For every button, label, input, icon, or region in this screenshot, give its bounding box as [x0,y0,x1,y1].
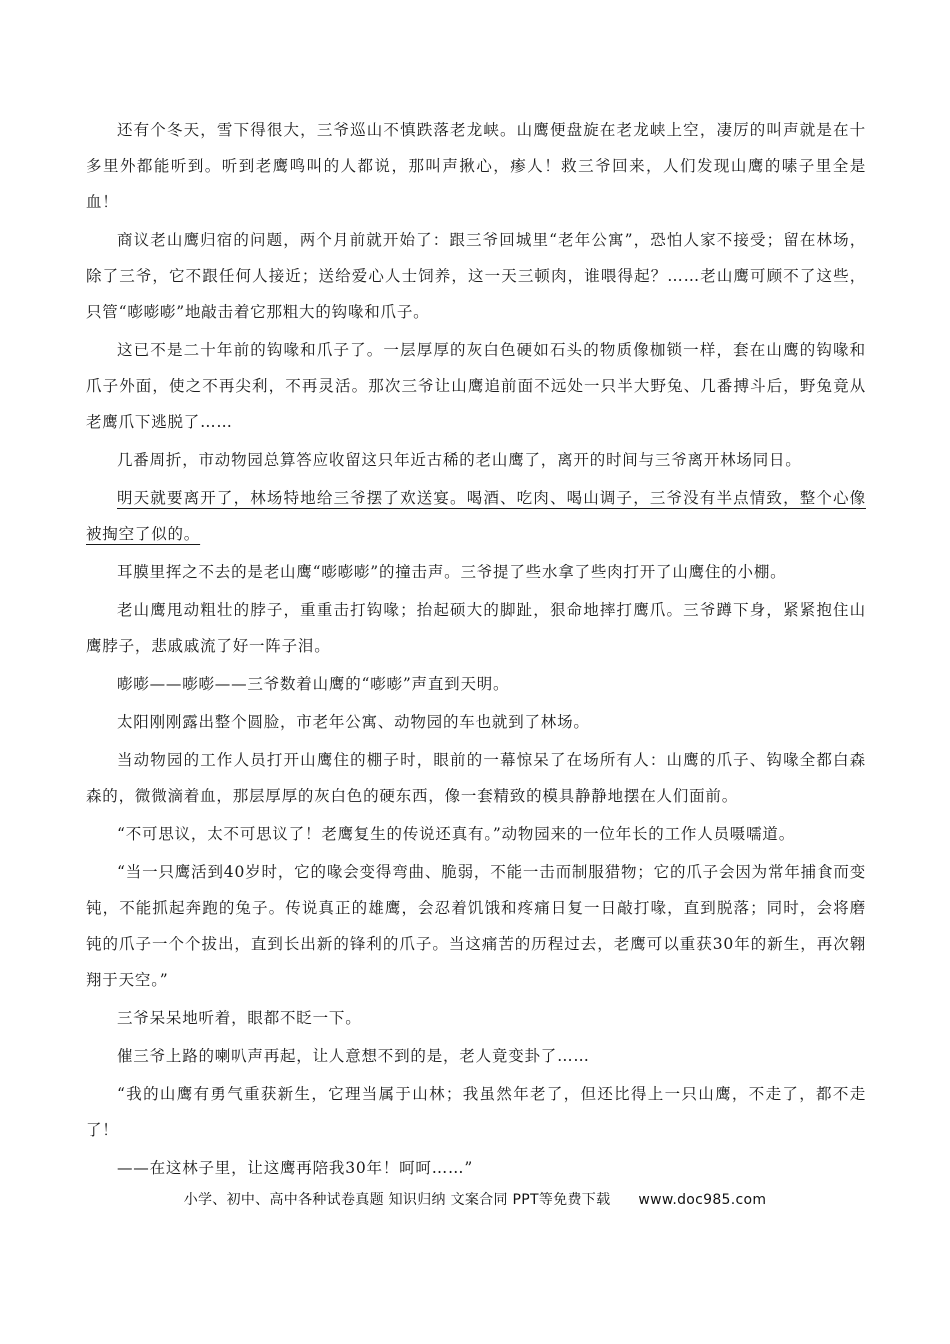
footer-text: 小学、初中、高中各种试卷真题 知识归纳 文案合同 PPT等免费下载 [183,1192,611,1208]
page-footer [0,1189,950,1209]
paragraph: 太阳刚刚露出整个圆脸，市老年公寓、动物园的车也就到了林场。 [117,713,590,731]
article-body [86,112,866,1188]
paragraph: 催三爷上路的喇叭声再起，让人意想不到的是，老人竟变卦了…… [117,1047,590,1065]
paragraph: 几番周折，市动物园总算答应收留这只年近古稀的老山鹰了，离开的时间与三爷离开林场同日。 [117,451,802,469]
paragraph: 耳膜里挥之不去的是老山鹰“嘭嘭嘭”的撞击声。三爷提了些水拿了些肉打开了山鹰住的小棚。 [117,563,787,581]
footer-url-link[interactable]: www.doc985.com [638,1192,767,1208]
paragraph: “不可思议，太不可思议了！老鹰复生的传说还真有。”动物园来的一位年长的工作人员嗫嚅道。 [117,825,796,843]
paragraph: 商议老山鹰归宿的问题，两个月前就开始了：跟三爷回城里“老年公寓”，恐怕人家不接受；留在林场，除了三爷，它不跟任何人接近；送给爱心人士饲养，这一天三顿肉，谁喂得起？……老山鹰可顾不了这些，只管“嘭嘭嘭”地敲击着它那粗大的钩喙和爪子。 [86,231,866,321]
paragraph: 还有个冬天，雪下得很大，三爷巡山不慎跌落老龙峡。山鹰便盘旋在老龙峡上空，凄厉的叫声就是在十多里外都能听到。听到老鹰鸣叫的人都说，那叫声揪心，瘆人！救三爷回来，人们发现山鹰的嗉子里全是血！ [86,121,866,211]
paragraph: 嘭嘭——嘭嘭——三爷数着山鹰的“嘭嘭”声直到天明。 [117,675,510,693]
paragraph: 老山鹰甩动粗壮的脖子，重重击打钩喙；抬起硕大的脚趾，狠命地摔打鹰爪。三爷蹲下身，紧紧抱住山鹰脖子，悲戚戚流了好一阵子泪。 [86,601,866,655]
paragraph: “我的山鹰有勇气重获新生，它理当属于山林；我虽然年老了，但还比得上一只山鹰，不走了，都不走了！ [86,1085,866,1139]
paragraph: “当一只鹰活到40岁时，它的喙会变得弯曲、脆弱，不能一击而制服猎物；它的爪子会因为常年捕食而变钝，不能抓起奔跑的兔子。传说真正的雄鹰，会忍着饥饿和疼痛日复一日敲打喙，直到脱落；同时，会将磨钝的爪子一个个拔出，直到长出新的锋利的爪子。当这痛苦的历程过去，老鹰可以重获30年的新生，再次翱翔于天空。” [86,863,866,989]
underlined-paragraph [86,480,866,552]
paragraph: 这已不是二十年前的钩喙和爪子了。一层厚厚的灰白色硬如石头的物质像枷锁一样，套在山鹰的钩喙和爪子外面，使之不再尖利，不再灵活。那次三爷让山鹰追前面不远处一只半大野兔、几番搏斗后，野兔竟从老鹰爪下逃脱了…… [86,341,866,431]
paragraph: 当动物园的工作人员打开山鹰住的棚子时，眼前的一幕惊呆了在场所有人：山鹰的爪子、钩喙全都白森森的，微微滴着血，那层厚厚的灰白色的硬东西，像一套精致的模具静静地摆在人们面前。 [86,751,866,805]
underlined-sentence: 明天就要离开了，林场特地给三爷摆了欢送宴。喝酒、吃肉、喝山调子，三爷没有半点情致，整个心像被掏空了似的。 [86,489,866,543]
paragraph: ——在这林子里，让这鹰再陪我30年！呵呵……” [117,1159,474,1177]
paragraph: 三爷呆呆地听着，眼都不眨一下。 [117,1009,362,1027]
